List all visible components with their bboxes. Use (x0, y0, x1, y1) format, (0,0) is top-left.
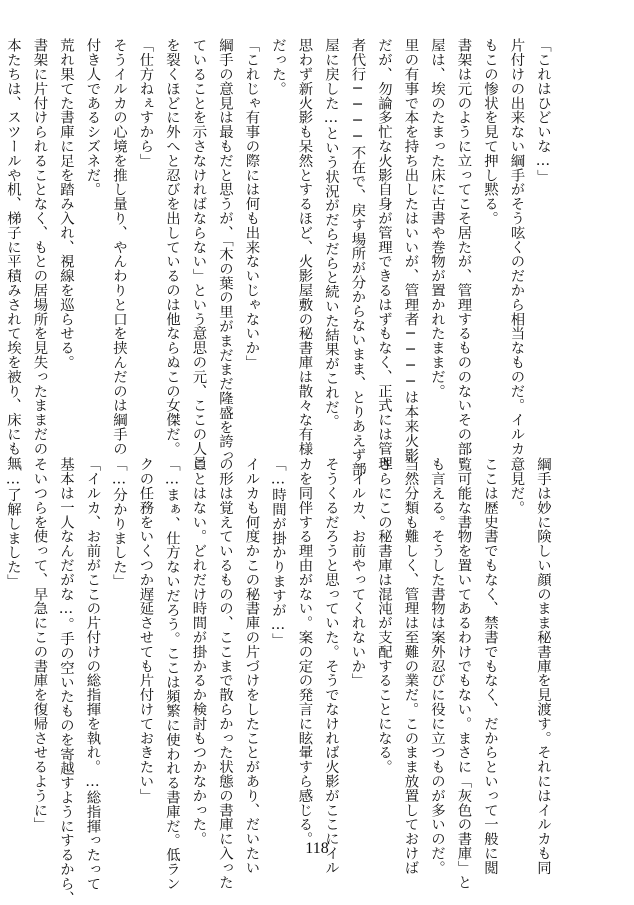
text-line: 者代行────不在で、戻す場所が分からないまま、とりあえず部 (349, 38, 366, 477)
text-line: 綱手は妙に険しい顔のまま秘書庫を見渡す。それにはイルカも同 (535, 457, 551, 875)
text-line: 荒れ果てた書庫に足を踏み入れ、視線を巡らせる。 (58, 38, 74, 370)
text-line: もこの惨状を見て押し黙る。 (482, 38, 498, 226)
text-line: 書架に片付けられることなく、もとの居場所を見失ったままだの (31, 38, 48, 456)
text-line: そうイルカの心境を推し量り、やんわりと口を挟んだのは綱手の (111, 38, 127, 456)
text-line: だった。 (270, 38, 286, 96)
text-line: 「イルカ、お前がここの片付けの総指揮を執れ。…総指揮ったって (84, 457, 101, 891)
text-line: 本たちは、スツールや机、梯子に平積みされて埃を被り、床にも無 (5, 38, 21, 470)
text-line: カを同伴する理由がない。案の定の発言に眩暈すら感じる。 (296, 457, 313, 846)
text-line: ここは歴史書でもなく、禁書でもなく、だからといって一般に閲 (482, 457, 498, 875)
text-line: 「…分かりました」 (111, 457, 127, 589)
text-line: 思わず新火影も呆然とするほど、火影屋敷の秘書庫は散々な有様 (296, 38, 313, 456)
text-line: イルカも何度かこの秘書庫の片づけをしたことがあり、だいたい (243, 457, 260, 875)
text-line: 屋は、埃のたまった床に古書や巻物が置かれたままだ。 (429, 38, 445, 398)
text-line: も言える。そうした書物は案外忍びに役に立つものが多いのだ。 (429, 457, 445, 875)
page-number: 118 (305, 840, 329, 857)
text-line: 綱手の意見は最もだと思うが、「木の葉の里がまだまだ隆盛を誇っ (217, 38, 233, 463)
text-line: クの任務をいくつか遅延させても片付けておきたい」 (137, 457, 154, 803)
text-line: 「…了解しました」 (5, 457, 21, 589)
text-line: さらにこの秘書庫は混沌が支配することになる。 (376, 457, 392, 774)
text-line: 「…まぁ、仕方ないだろう。ここは頻繁に使われる書庫だ。低ラン (164, 457, 180, 891)
text-line: 「これじゃ有事の際には何も出来ないじゃないか」 (243, 38, 260, 370)
text-line: 屋に戻した…という状況がだらだらと続いた結果がこれだ。 (323, 38, 339, 429)
text-line: を裂くほどに外へと忍びを出しているのは他ならぬこの女傑だ。 (164, 38, 180, 456)
text-line: 基本は一人なんだがな…。手の空いたものを寄越すようにするから、 (58, 457, 74, 905)
text-line: 当然分類も難しく、管理は至難の業だ。このまま放置しておけば (402, 457, 419, 875)
text-line: 片付けの出来ない綱手がそう呟くのだから相当なものだ。イルカ (508, 38, 525, 456)
text-line: そうくるだろうと思っていた。そうでなければ火影がここにイル (323, 457, 339, 875)
text-line: 付き人であるシズネだ。 (84, 38, 101, 197)
text-line: 「イルカ、お前やってくれないか」 (349, 457, 366, 688)
text-line: ていることを示さなければならない」という意思の元、ここの人員 (190, 38, 207, 470)
upper-text-block (5, 38, 556, 477)
text-line: 書架は元のように立ってこそ居たが、管理するもののないその部 (455, 38, 472, 456)
text-line: の形は覚えているものの、ここまで散らかった状態の書庫に入った (217, 457, 233, 889)
text-line: 「これはひどいな…」 (535, 38, 551, 184)
text-line: 「…時間が掛かりますが…」 (270, 457, 286, 648)
text-line: 覧可能な書物を置いてあるわけでもない。まさに「灰色の書庫」と (455, 457, 472, 889)
text-line: 「仕方ねぇすから」 (137, 38, 154, 168)
text-line: だが、勿論多忙な火影自身が管理できるはずもなく、正式には管理 (376, 38, 392, 470)
text-line: ことはない。どれだけ時間が掛かるか検討もつかなかった。 (190, 457, 207, 846)
text-line: 意見だ。 (508, 457, 525, 515)
text-line: そいつらを使って、早急にこの書庫を復帰させるように」 (31, 457, 48, 832)
text-line: 里の有事で本を持ち出したはいいが、管理者────は本来火影 (402, 38, 419, 462)
